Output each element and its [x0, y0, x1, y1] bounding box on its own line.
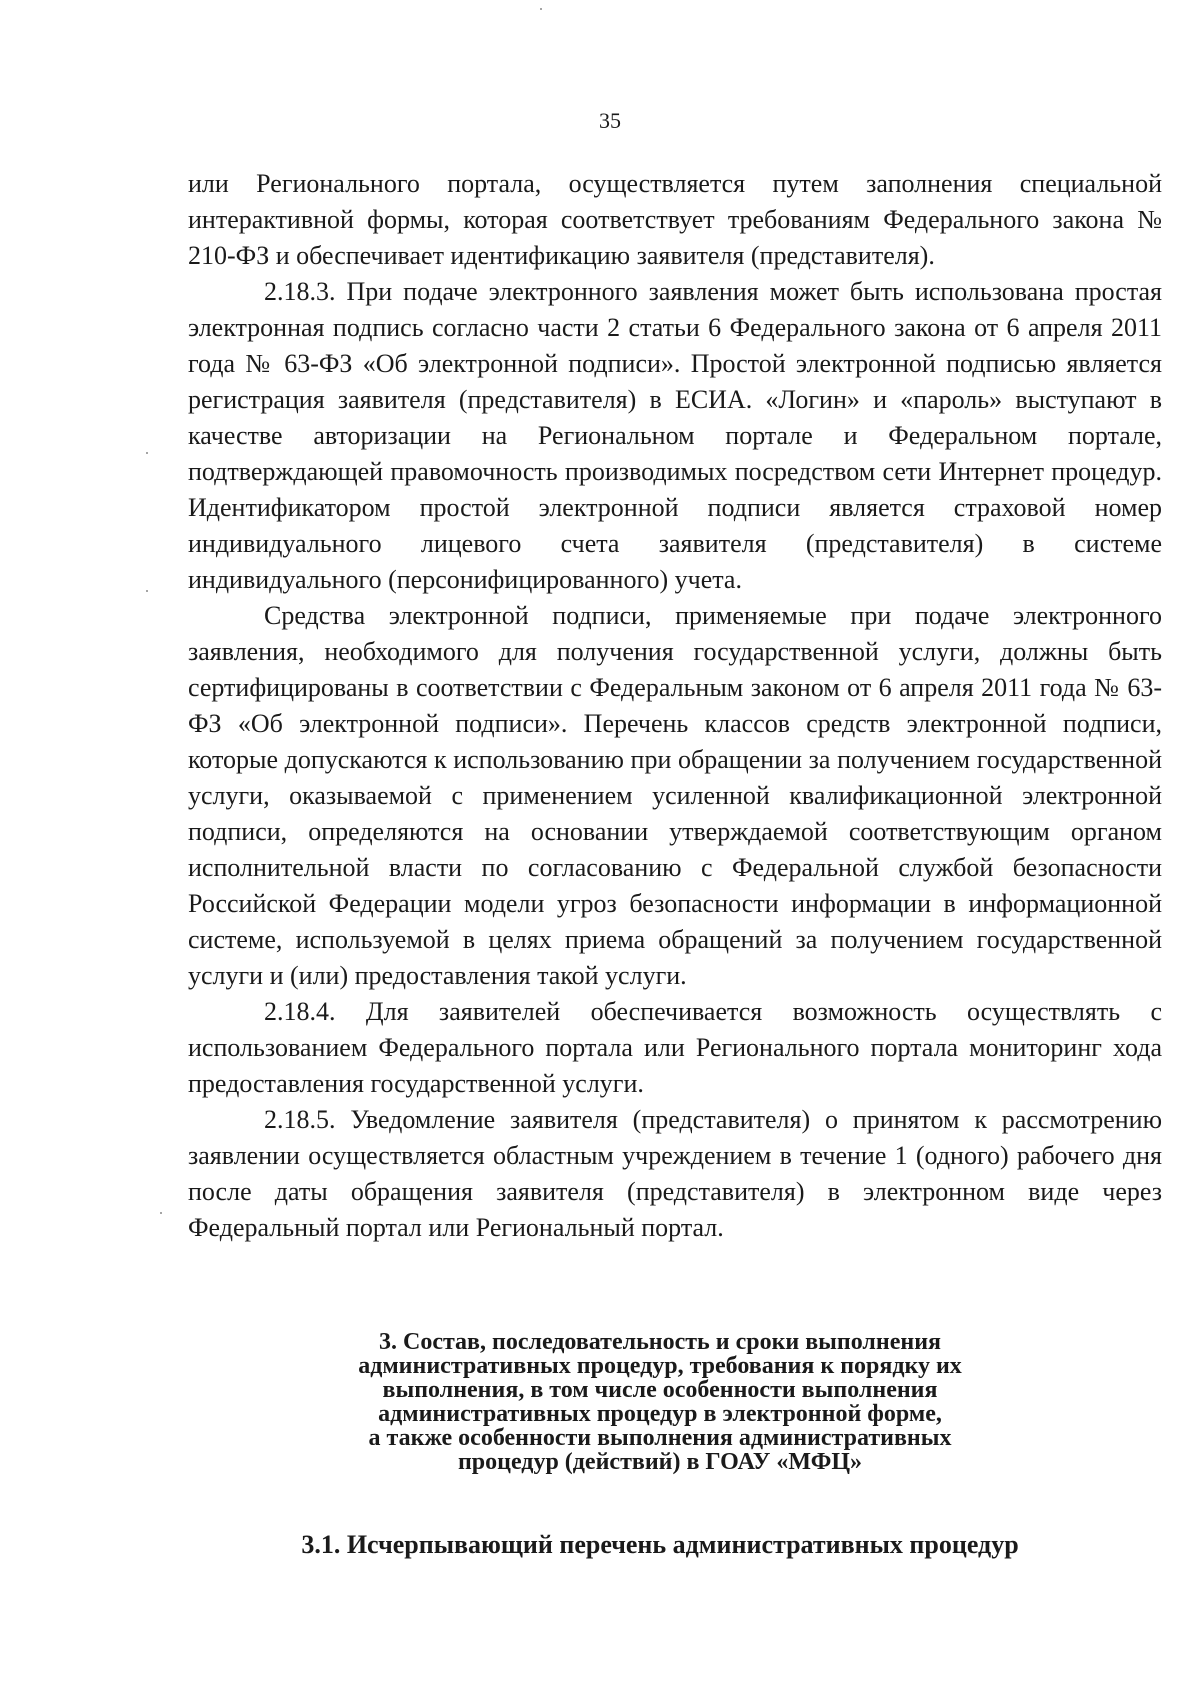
section-heading-line: административных процедур в электронной форме, [378, 1401, 942, 1427]
section-heading-line: выполнения, в том числе особенности выполнения [382, 1377, 938, 1403]
paragraph-continuation: или Регионального портала, осуществляется путем заполнения специальной интерактивной формы, которая соответствует требованиям Федерального закона № 210-ФЗ и обеспечивает идентификацию заявителя (представителя). [188, 169, 1162, 270]
section-heading-line: 3. Состав, последовательность и сроки выполнения [378, 1329, 942, 1355]
scan-speck [540, 8, 542, 10]
paragraph-2-18-4: 2.18.4. Для заявителей обеспечивается возможность осуществлять с использованием Федерального портала или Регионального портала мониторинг хода предоставления государственной услуги. [188, 997, 1162, 1098]
scan-speck [160, 1212, 162, 1214]
section-heading-line: процедур (действий) в ГОАУ «МФЦ» [457, 1449, 863, 1475]
paragraph-electronic-signature-tools: Средства электронной подписи, применяемые при подаче электронного заявления, необходимого для получения государственной услуги, должны быть сертифицированы в соответствии с Федеральным законом от 6 апреля 2011 года № 63-ФЗ «Об электронной подписи». Перечень классов средств электронной подписи, которые допускаются к использованию при обращении за получением государственной услуги, оказываемой с применением усиленной квалификационной электронной подписи, определяются на основании утверждаемой соответствующим органом исполнительной власти по согласованию с Федеральной службой безопасности Российской Федерации модели угроз безопасности информации в информационной системе, используемой в целях приема обращений за получением государственной услуги и (или) предоставления такой услуги. [188, 601, 1162, 990]
body-text [188, 166, 1162, 1246]
subsection-3-1-heading: 3.1. Исчерпывающий перечень административных процедур [301, 1530, 1019, 1559]
paragraph-2-18-5: 2.18.5. Уведомление заявителя (представителя) о принятом к рассмотрению заявлении осуществляется областным учреждением в течение 1 (одного) рабочего дня после даты обращения заявителя (представителя) в электронном виде через Федеральный портал или Региональный портал. [188, 1105, 1162, 1242]
scan-speck [146, 452, 148, 454]
scan-speck [146, 590, 148, 592]
section-heading-line: а также особенности выполнения административных [368, 1425, 952, 1451]
paragraph-2-18-3: 2.18.3. При подаче электронного заявления может быть использована простая электронная подпись согласно части 2 статьи 6 Федерального закона от 6 апреля 2011 года № 63-ФЗ «Об электронной подписи». Простой электронной подписью является регистрация заявителя (представителя) в ЕСИА. «Логин» и «пароль» выступают в качестве авторизации на Региональном портале и Федеральном портале, подтверждающей правомочность производимых посредством сети Интернет процедур. Идентификатором простой электронной подписи является страховой номер индивидуального лицевого счета заявителя (представителя) в системе индивидуального (персонифицированного) учета. [188, 277, 1162, 594]
section-3-heading [250, 1330, 1070, 1474]
section-heading-line: административных процедур, требования к порядку их [358, 1353, 962, 1379]
page-number: 35 [599, 108, 621, 133]
